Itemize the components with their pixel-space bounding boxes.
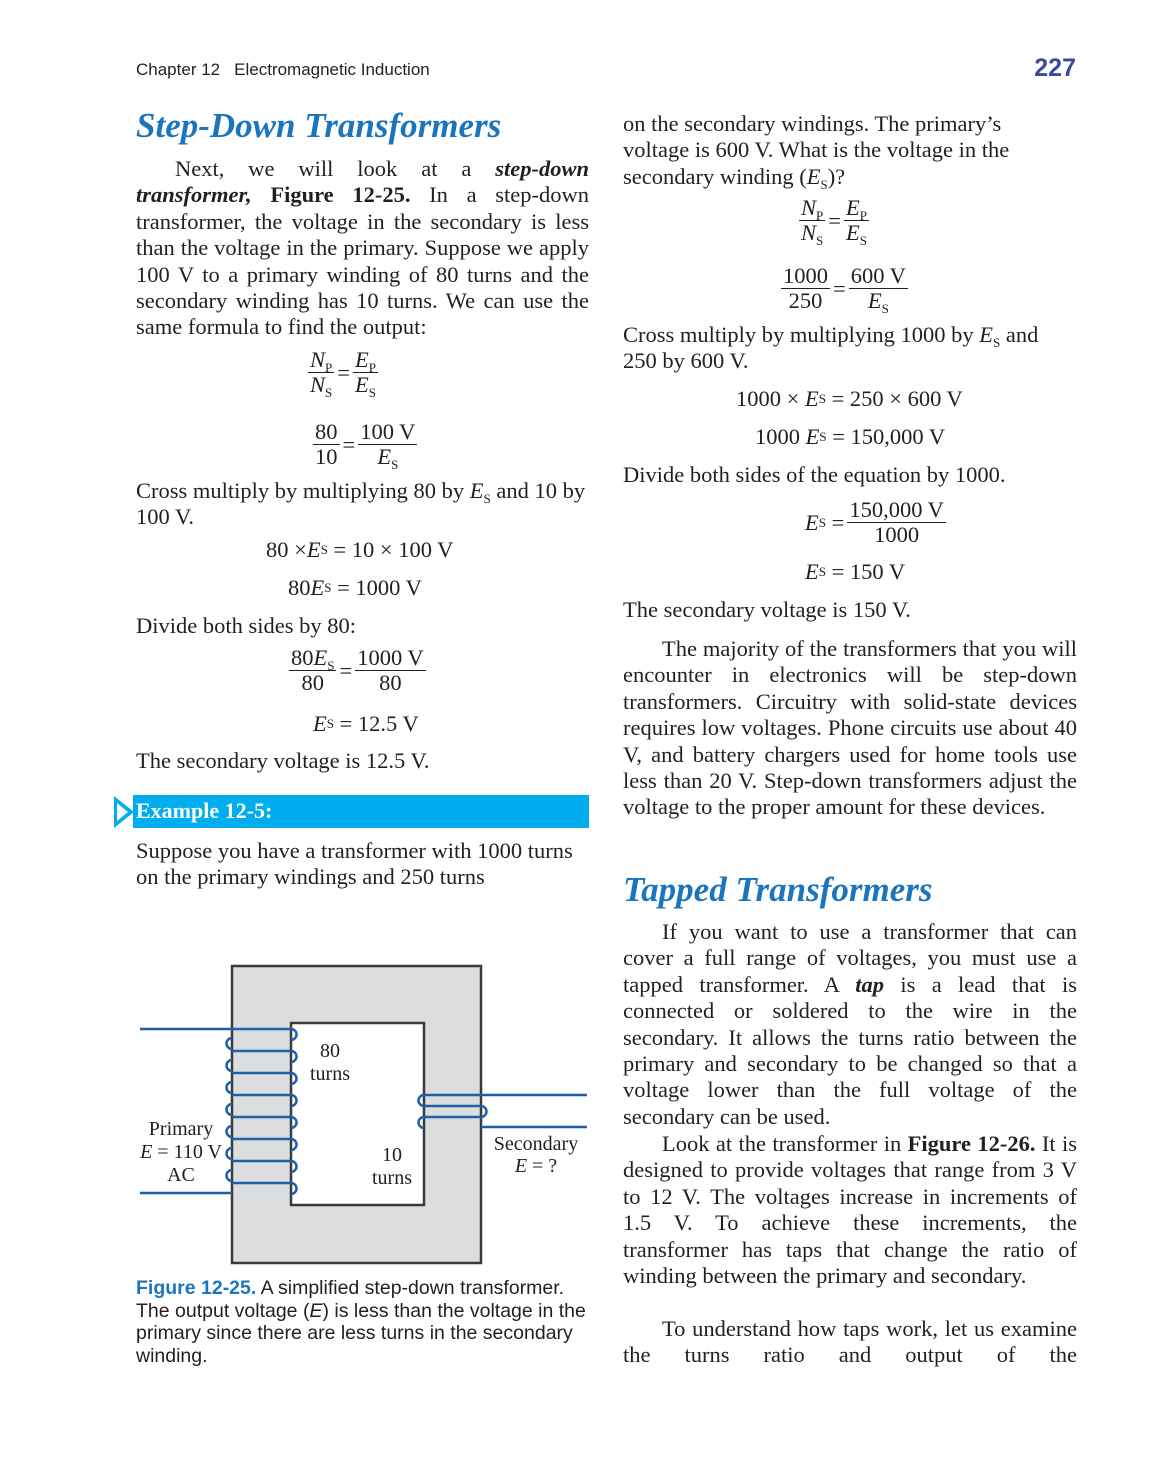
equals: = (825, 509, 845, 535)
understand-paragraph: To understand how taps work, let us examine the turns ratio and output of the (623, 1316, 1077, 1368)
equals: = (833, 275, 846, 301)
example-text: Suppose you have a transformer with 1000 turns on the primary windings and 250 turns (136, 838, 573, 890)
var: E (805, 509, 819, 535)
equals: = (828, 207, 841, 233)
text: 80 × (266, 537, 307, 562)
numerator: 150,000 V (849, 497, 944, 522)
var: E (867, 288, 882, 313)
sub: S (820, 176, 828, 192)
section-heading-tapped: Tapped Transformers (623, 870, 933, 909)
text: If you want to use a transformer that can cover a full range of voltages, you must use a tapped transformer. A (623, 919, 1077, 997)
var: E (804, 386, 819, 411)
text: )? (827, 163, 846, 189)
denominator: 1000 (874, 522, 920, 547)
term: tap (855, 971, 884, 997)
figure-reference: Figure 12-25. (270, 182, 411, 208)
cross-multiply-text-2 (623, 322, 1077, 375)
primary-label: Primary (148, 1118, 214, 1140)
primary-turns-label: turns (310, 1063, 350, 1085)
sub: S (391, 457, 399, 472)
var: E (313, 711, 327, 736)
numerator: 600 V (850, 263, 906, 288)
equation-result: E S = 12.5 V (313, 711, 419, 736)
result-text: The secondary voltage is 12.5 V. (136, 748, 430, 773)
sub: P (816, 208, 824, 223)
text: A simplified step-down transformer. The output voltage ( (136, 1277, 565, 1322)
text: = ? (527, 1155, 558, 1177)
text: = 1000 V (331, 575, 422, 600)
text: 80 (288, 575, 311, 600)
var: E (806, 163, 821, 189)
figure-caption (136, 1277, 586, 1367)
var: E (309, 1299, 323, 1322)
sub: S (368, 385, 376, 400)
text: = 150,000 V (826, 424, 946, 449)
var: E (310, 575, 325, 600)
var: N (310, 372, 326, 397)
transformer-figure (0, 0, 600, 1280)
text: and 250 by 600 V. (623, 322, 1039, 374)
equation-product-2: 1000 E S = 150,000 V (755, 424, 946, 449)
numerator: 1000 V (357, 645, 424, 670)
numerator: 1000 (783, 263, 828, 288)
equation-result-2: E S = 150 V (805, 559, 906, 584)
var: E (845, 220, 860, 245)
term: step-down transformer, (136, 156, 589, 208)
denominator: 80 (301, 670, 324, 695)
text: 80 (291, 645, 314, 670)
chapter-title: Electromagnetic Induction (234, 60, 430, 79)
var: E (469, 478, 484, 503)
text: 1000 × (736, 386, 805, 411)
result-text-2: The secondary voltage is 150 V. (623, 597, 911, 622)
equation-divide-2: E S = $\frac{150,000 V}{1000}$ (805, 497, 944, 547)
denominator: 10 (315, 444, 338, 469)
sub: S (325, 385, 333, 400)
var: E (979, 322, 994, 347)
text: Cross multiply by multiplying 80 by (136, 478, 470, 503)
var: E (306, 537, 321, 562)
text: Next, we will look at a (175, 156, 496, 181)
sub: P (859, 208, 867, 223)
text: In a step-down transformer, the voltage in the secondary is less than the voltage in the primary. Suppose we apply 100 V to a primary winding of 80 turns and the secondary winding has 10 turns. We can use the same formula to find the output: (136, 182, 590, 340)
text: It is designed to provide voltages that range from 3 V to 12 V. The voltages increase in increments of 1.5 V. To achieve these increments, the transformer has taps that change the ratio of winding between the primary and secondary. (623, 1131, 1077, 1289)
denominator: 80 (379, 670, 402, 695)
var: E (805, 424, 820, 449)
look-paragraph (623, 1131, 1077, 1289)
var: E (377, 444, 392, 469)
sub: S (859, 233, 867, 248)
var: E (140, 1141, 153, 1163)
chapter-number: Chapter 12 (136, 60, 221, 79)
denominator: 250 (788, 288, 823, 313)
text: = 110 V (152, 1141, 222, 1163)
divide-text-2: Divide both sides of the equation by 1000. (623, 462, 1006, 487)
equation-product: 80 E S = 1000 V (288, 575, 422, 600)
equals: = (337, 359, 350, 385)
secondary-turns-number: 10 (382, 1144, 402, 1166)
sub: S (993, 335, 1001, 350)
var: E (354, 372, 369, 397)
sub: P (368, 360, 376, 375)
sub: S (881, 301, 889, 316)
secondary-voltage (514, 1155, 557, 1177)
sub: S (483, 491, 491, 506)
primary-ac-label: AC (167, 1164, 195, 1186)
section-heading-step-down: Step-Down Transformers (136, 106, 502, 145)
var: E (805, 559, 819, 584)
text: and 10 by 100 V. (136, 478, 586, 530)
figure-reference: Figure 12-26. (907, 1131, 1036, 1156)
primary-turns-number: 80 (320, 1040, 340, 1062)
primary-voltage (139, 1141, 222, 1163)
text: ) is less than the voltage in the primary since there are less turns in the secondary winding. (136, 1299, 586, 1367)
text: Cross multiply by multiplying 1000 by (623, 322, 980, 347)
equation-cross: 80 × E S = 10 × 100 V (266, 537, 454, 562)
var: E (313, 645, 328, 670)
var: N (801, 220, 817, 245)
text: = 12.5 V (333, 711, 419, 736)
sub: S (816, 233, 824, 248)
equals: = (342, 431, 356, 457)
example-continued (623, 111, 1063, 190)
secondary-turns-label: turns (372, 1167, 412, 1189)
majority-paragraph: The majority of the transformers that you will encounter in electronics will be step-down transformers. Circuitry with solid-state devices requires low voltages. Phone circuits use about 40 V, and battery chargers used for home tools use less than 20 V. Step-down transformers adjust the voltage to the proper amount for these devices. (623, 636, 1077, 820)
var: N (310, 347, 326, 372)
text: = 250 × 600 V (825, 386, 963, 411)
equals: = (339, 657, 353, 683)
caption-label: Figure 12-25. (136, 1277, 257, 1299)
text: = 150 V (825, 559, 906, 584)
text: on the secondary windings. The primary’s voltage is 600 V. What is the voltage in the secondary winding ( (623, 111, 1010, 189)
example-label: Example 12-5: (136, 798, 273, 823)
var: E (514, 1155, 528, 1177)
equation-cross-2: 1000 × E S = 250 × 600 V (736, 386, 963, 411)
sub: P (325, 360, 333, 375)
page-number: 227 (1034, 54, 1076, 82)
text: Look at the transformer in (662, 1131, 908, 1156)
var: E (354, 347, 369, 372)
numerator: 100 V (360, 419, 416, 444)
var: E (845, 195, 860, 220)
numerator: 80 (315, 419, 338, 444)
secondary-label: Secondary (493, 1133, 579, 1155)
tap-paragraph (623, 919, 1077, 1130)
text: = 10 × 100 V (327, 537, 454, 562)
equation-ratio-2 (796, 195, 872, 248)
text: 1000 (755, 424, 806, 449)
var: N (801, 195, 817, 220)
divide-text: Divide both sides by 80: (136, 613, 356, 638)
equation-substituted-2 (778, 263, 911, 316)
sub: S (327, 658, 335, 673)
text: is a lead that is connected or soldered to the wire in the secondary. It allows the turns ratio between the primary and secondary to be changed so that a voltage lower than the full voltage of the secondary can be used. (623, 971, 1078, 1129)
